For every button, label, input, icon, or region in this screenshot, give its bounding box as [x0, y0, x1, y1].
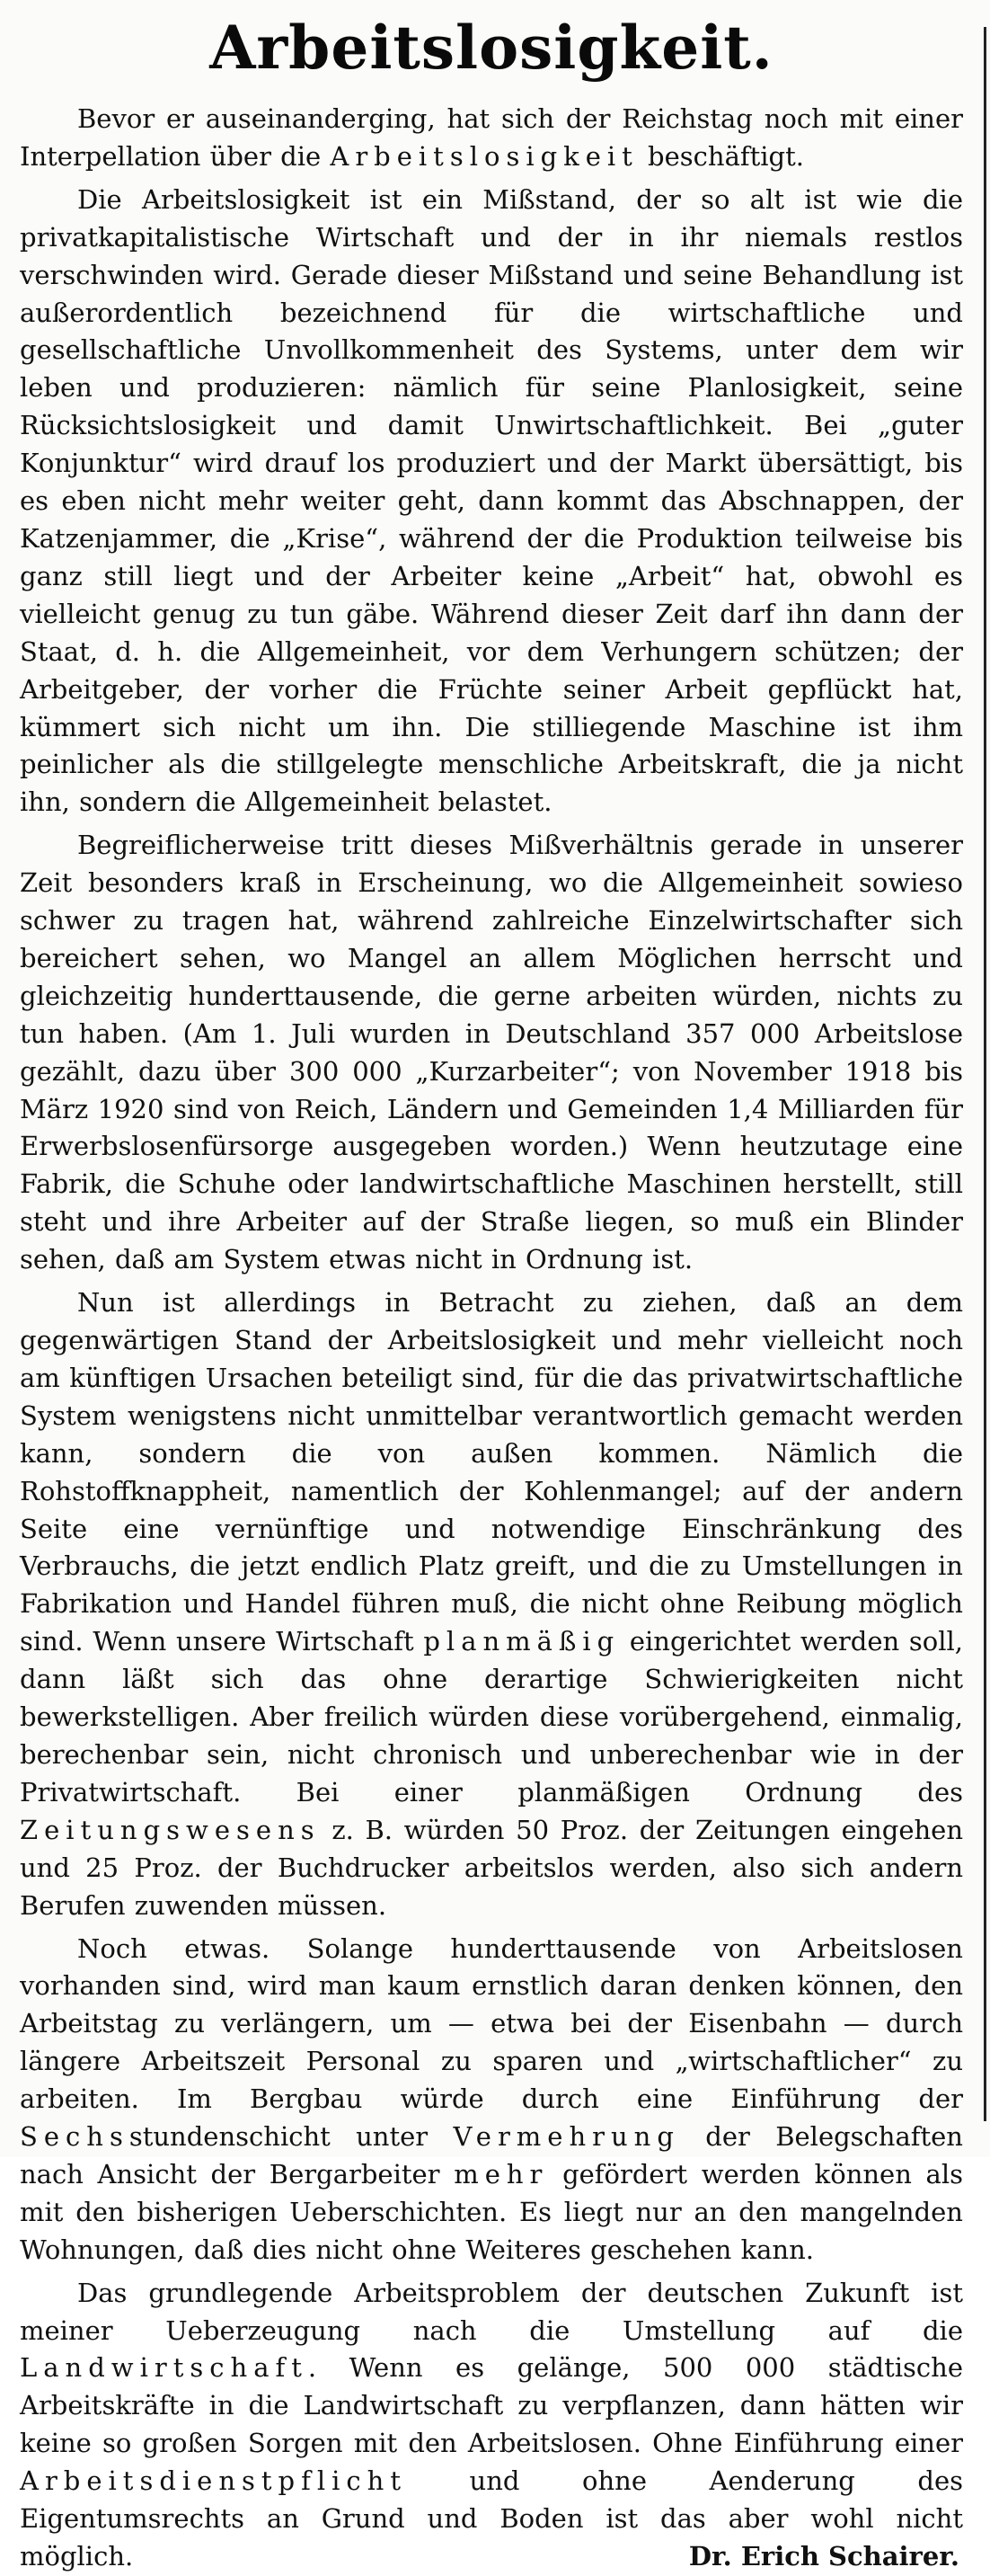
article-paragraph [20, 827, 963, 1279]
spaced-emphasis: Arbeitsdienstpflicht [20, 2465, 407, 2497]
paragraph-text: und ohne Aenderung des Eigentumsrechts an Grund und Boden ist das aber wohl nicht möglich. [20, 2465, 963, 2572]
spaced-emphasis: Sechs [20, 2121, 129, 2153]
spaced-emphasis: Zeitungswesens [20, 1814, 321, 1845]
article [20, 9, 963, 2572]
spaced-emphasis: mehr [454, 2158, 549, 2190]
paragraph-text: Das grundlegende Arbeitsproblem der deutschen Zukunft ist meiner Ueberzeugung nach die Umstellung auf die [20, 2277, 963, 2346]
article-paragraph [20, 182, 963, 822]
paragraph-text: z. B. würden 50 Proz. der Zeitungen eingehen und 25 Proz. der Buchdrucker arbeitslos werden, also sich andern Berufen zuwenden müssen. [20, 1814, 963, 1921]
paragraph-text: stundenschicht unter [128, 2121, 454, 2153]
paragraph-text: der Belegschaften nach Ansicht der Bergarbeiter [20, 2121, 963, 2190]
paragraph-text: gefördert werden können als mit den bisherigen Ueberschichten. Es liegt nur an den mangelnden Wohnungen, daß dies nicht ohne Weiteres geschehen kann. [20, 2158, 963, 2265]
article-paragraph [20, 101, 963, 176]
paragraph-text: Begreiflicherweise tritt dieses Mißverhältnis gerade in unserer Zeit besonders kraß in Erscheinung, wo die Allgemeinheit sowieso schwer zu tragen hat, während zahlreiche Einzelwirtschafter sich bereichert sehen, wo Mangel an allem Möglichen herrscht und gleichzeitig hunderttausende, die gerne arbeiten würden, nichts zu tun haben. (Am 1. Juli wurden in Deutschland 357 000 Arbeitslose gezählt, dazu über 300 000 „Kurzarbeiter“; von November 1918 bis März 1920 sind von Reich, Ländern und Gemeinden 1,4 Milliarden für Erwerbslosenfürsorge ausgegeben worden.) Wenn heutzutage eine Fabrik, die Schuhe oder landwirtschaftliche Maschinen herstellt, still steht und ihre Arbeiter auf der Straße liegen, so muß ein Blinder sehen, daß am System etwas nicht in Ordnung ist. [20, 830, 963, 1275]
article-paragraph [20, 2275, 963, 2576]
article-body [20, 101, 963, 2576]
paragraph-text: Noch etwas. Solange hunderttausende von Arbeitslosen vorhanden sind, wird man kaum ernstlich daran denken können, den Arbeitstag zu verlängern, um — etwa bei der Eisenbahn — durch längere Arbeitszeit Personal zu sparen und „wirtschaftlicher“ zu arbeiten. Im Bergbau würde durch eine Einführung der [20, 1932, 963, 2115]
paragraph-text: Nun ist allerdings in Betracht zu ziehen, daß an dem gegenwärtigen Stand der Arbeitslosigkeit und mehr vielleicht noch am künftigen Ursachen beteiligt sind, für die das privatwirtschaftliche System wenigstens nicht unmittelbar verantwortlich gemacht werden kann, sondern die von außen kommen. Nämlich die Rohstoffknappheit, namentlich der Kohlenmangel; auf der andern Seite eine vernünftige und notwendige Einschränkung des Verbrauchs, die jetzt endlich Platz greift, und die zu Umstellungen in Fabrikation und Handel führen muß, die nicht ohne Reibung möglich sind. Wenn unsere Wirtschaft [20, 1287, 963, 1657]
article-paragraph [20, 1931, 963, 2270]
paragraph-text: . Wenn es gelänge, 500 000 städtische Arbeitskräfte in die Landwirtschaft zu verpflanzen, dann hätten wir keine so großen Sorgen mit den Arbeitslosen. Ohne Einführung einer [20, 2352, 963, 2459]
article-title: Arbeitslosigkeit. [209, 13, 773, 83]
column-rule [984, 27, 986, 2121]
paragraph-text: Bevor er auseinanderging, hat sich der Reichstag noch mit einer Interpellation über die [20, 103, 963, 172]
spaced-emphasis: Vermehrung [453, 2121, 680, 2153]
paragraph-text: Die Arbeitslosigkeit ist ein Mißstand, der so alt ist wie die privatkapitalistische Wirtschaft und der in ihr niemals restlos verschwinden wird. Gerade dieser Mißstand und seine Behandlung ist außerordentlich bezeichnend für die wirtschaftliche und gesellschaftliche Unvollkommenheit des Systems, unter dem wir leben und produzieren: nämlich für seine Planlosigkeit, seine Rücksichtslosigkeit und damit Unwirtschaftlichkeit. Bei „guter Konjunktur“ wird drauf los produziert und der Markt übersättigt, bis es eben nicht mehr weiter geht, dann kommt das Abschnappen, der Katzenjammer, die „Krise“, während der die Produktion teilweise bis ganz still liegt und der Arbeiter keine „Arbeit“ hat, obwohl es vielleicht genug zu tun gäbe. Während dieser Zeit darf ihn dann der Staat, d. h. die Allgemeinheit, vor dem Verhungern schützen; der Arbeitgeber, der vorher die Früchte seiner Arbeit gepflückt hat, kümmert sich nicht um ihn. Die stilliegende Maschine ist ihm peinlicher als die stillgelegte menschliche Arbeitskraft, die ja nicht ihn, sondern die Allgemeinheit belastet. [20, 183, 963, 818]
spaced-emphasis: planmäßig [423, 1626, 621, 1657]
spaced-emphasis: Landwirtschaft [20, 2352, 308, 2384]
article-paragraph [20, 1284, 963, 1924]
paragraph-text: eingerichtet werden soll, dann läßt sich das ohne derartige Schwierigkeiten nicht bewerkstelligen. Aber freilich würden diese vorübergehend, einmalig, berechenbar sein, nicht chronisch und unberechenbar wie in der Privatwirtschaft. Bei einer planmäßigen Ordnung des [20, 1626, 963, 1808]
author-signature: Dr. Erich Schairer. [688, 2540, 959, 2572]
paragraph-text: beschäftigt. [638, 140, 804, 172]
spaced-emphasis: Arbeitslosigkeit [330, 140, 639, 172]
